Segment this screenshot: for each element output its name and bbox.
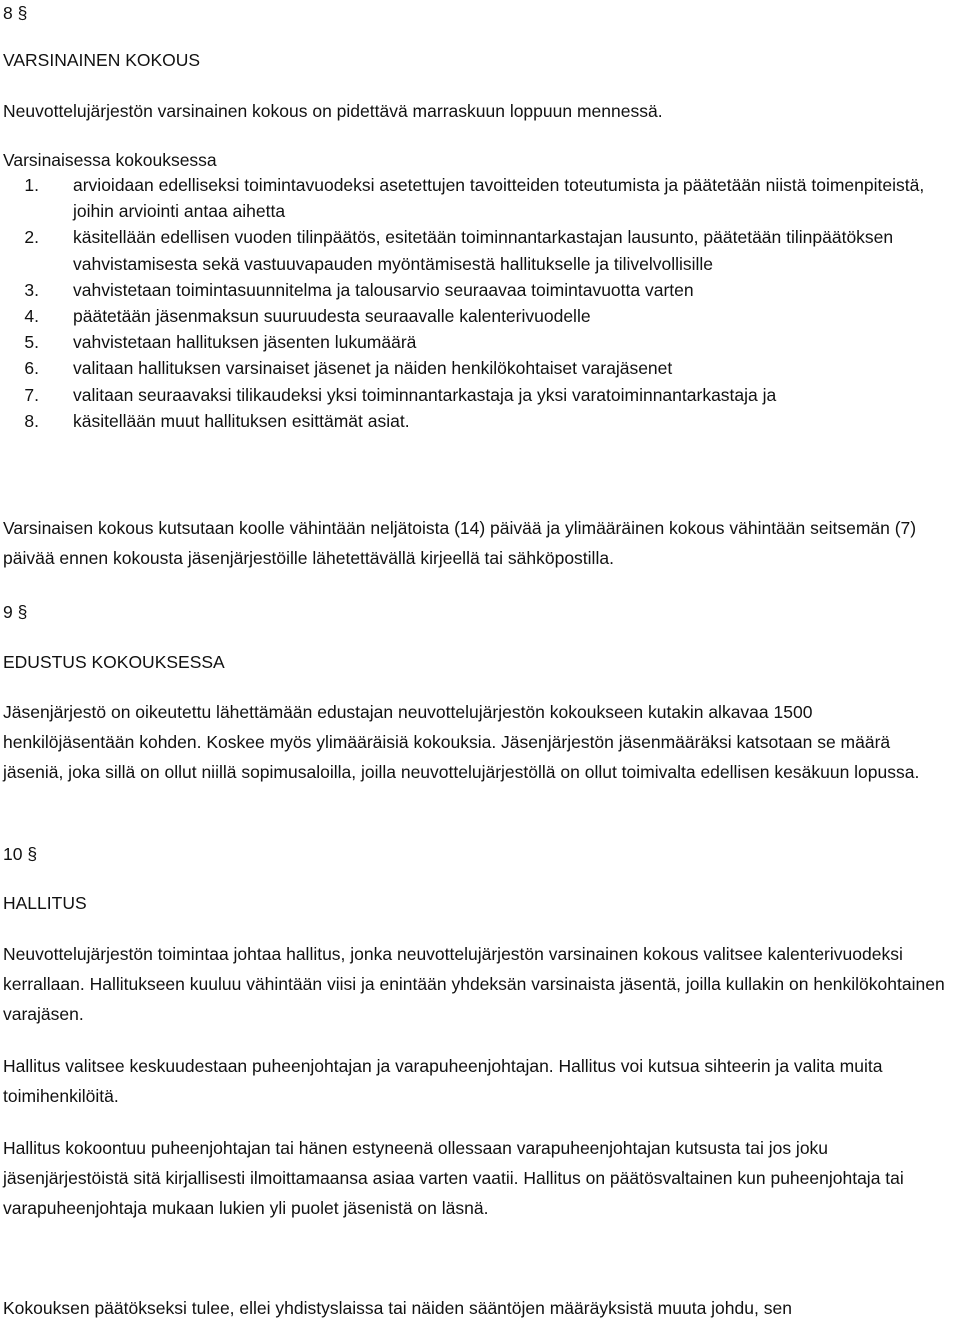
list-item — [3, 224, 943, 276]
section-8-paragraph-1: Neuvottelujärjestön varsinainen kokous on pidettävä marraskuun loppuun mennessä. — [3, 101, 663, 121]
section-8-heading: 8 § — [3, 3, 28, 23]
list-item-number: 4. — [24, 306, 39, 327]
section-10-paragraph-3: Hallitus kokoontuu puheenjohtajan tai hänen estyneenä ollessaan varapuheenjohtajan kutsusta tai jos joku jäsenjärjestöistä sitä kirjallisesti ilmoittamaansa asiaa varten vaatii. Hallitus on päätösvaltainen kun puheenjohtaja tai varapuheenjohtaja mukaan lukien yli puolet jäsenistä on läsnä. — [3, 1138, 904, 1218]
list-item-text: käsitellään muut hallituksen esittämät asiat. — [73, 410, 410, 431]
list-item — [3, 277, 943, 303]
list-item-number: 3. — [24, 279, 39, 300]
list-item-text: vahvistetaan toimintasuunnitelma ja talousarvio seuraavaa toimintavuotta varten — [73, 279, 694, 300]
list-item — [3, 303, 943, 329]
list-item-number: 5. — [24, 332, 39, 353]
list-item — [3, 172, 943, 224]
list-item — [3, 408, 943, 434]
list-item — [3, 355, 943, 381]
section-10-paragraph-1: Neuvottelujärjestön toimintaa johtaa hallitus, jonka neuvottelujärjestön varsinainen kokous valitsee kalenterivuodeksi kerrallaan. Hallitukseen kuuluu vähintään viisi ja enintään yhdeksän varsinaista jäsentä, joilla kullakin on henkilökohtainen varajäsen. — [3, 944, 945, 1024]
section-9-heading: 9 § — [3, 602, 28, 622]
section-10-title: HALLITUS — [3, 893, 87, 913]
list-item-text: käsitellään edellisen vuoden tilinpäätös, esitetään toiminnantarkastajan lausunto, päätetään tilinpäätöksen vahvistamisesta sekä vastuuvapauden myöntämisestä hallitukselle ja tilivelvollisille — [73, 227, 894, 274]
section-9-title: EDUSTUS KOKOUKSESSA — [3, 652, 225, 672]
section-8-list — [3, 172, 943, 434]
section-10-heading: 10 § — [3, 844, 38, 864]
section-10-paragraph-4: Kokouksen päätökseksi tulee, ellei yhdistyslaissa tai näiden sääntöjen määräyksistä muuta johdu, sen — [3, 1298, 792, 1318]
list-item-text: valitaan seuraavaksi tilikaudeksi yksi toiminnantarkastaja ja yksi varatoiminnantarkastaja ja — [73, 384, 777, 405]
section-8-title: VARSINAINEN KOKOUS — [3, 50, 201, 70]
section-8-paragraph-3: Varsinaisen kokous kutsutaan koolle vähintään neljätoista (14) päivää ja ylimääräinen kokous vähintään seitsemän (7) päivää ennen kokousta jäsenjärjestöille lähetettävällä kirjeellä tai sähköpostilla. — [3, 518, 917, 568]
list-item-text: vahvistetaan hallituksen jäsenten lukumäärä — [73, 332, 417, 353]
list-item — [3, 382, 943, 408]
section-10-paragraph-2: Hallitus valitsee keskuudestaan puheenjohtajan ja varapuheenjohtajan. Hallitus voi kutsua sihteerin ja valita muita toimihenkilöitä. — [3, 1056, 883, 1106]
list-item-text: arvioidaan edelliseksi toimintavuodeksi asetettujen tavoitteiden toteutumista ja päätetään niistä toimenpiteistä, joihin arviointi antaa aihetta — [73, 175, 925, 222]
list-item-text: päätetään jäsenmaksun suuruudesta seuraavalle kalenterivuodelle — [73, 306, 591, 327]
list-item — [3, 329, 943, 355]
list-item-number: 1. — [24, 175, 39, 195]
list-item-number: 2. — [24, 227, 39, 248]
list-item-number: 8. — [24, 410, 39, 431]
section-9-paragraph-1: Jäsenjärjestö on oikeutettu lähettämään edustajan neuvottelujärjestön kokoukseen kutakin alkavaa 1500 henkilöjäsentään kohden. Koskee myös ylimääräisiä kokouksia. Jäsenjärjestön jäsenmääräksi katsotaan se määrä jäseniä, joka sillä on ollut niillä sopimusaloilla, joilla neuvottelujärjestöllä on ollut toimivalta edellisen kesäkuun lopussa. — [3, 702, 920, 782]
section-8-paragraph-2: Varsinaisessa kokouksessa — [3, 150, 217, 170]
list-item-text: valitaan hallituksen varsinaiset jäsenet ja näiden henkilökohtaiset varajäsenet — [73, 358, 673, 379]
list-item-number: 6. — [24, 358, 39, 379]
list-item-number: 7. — [24, 384, 39, 405]
